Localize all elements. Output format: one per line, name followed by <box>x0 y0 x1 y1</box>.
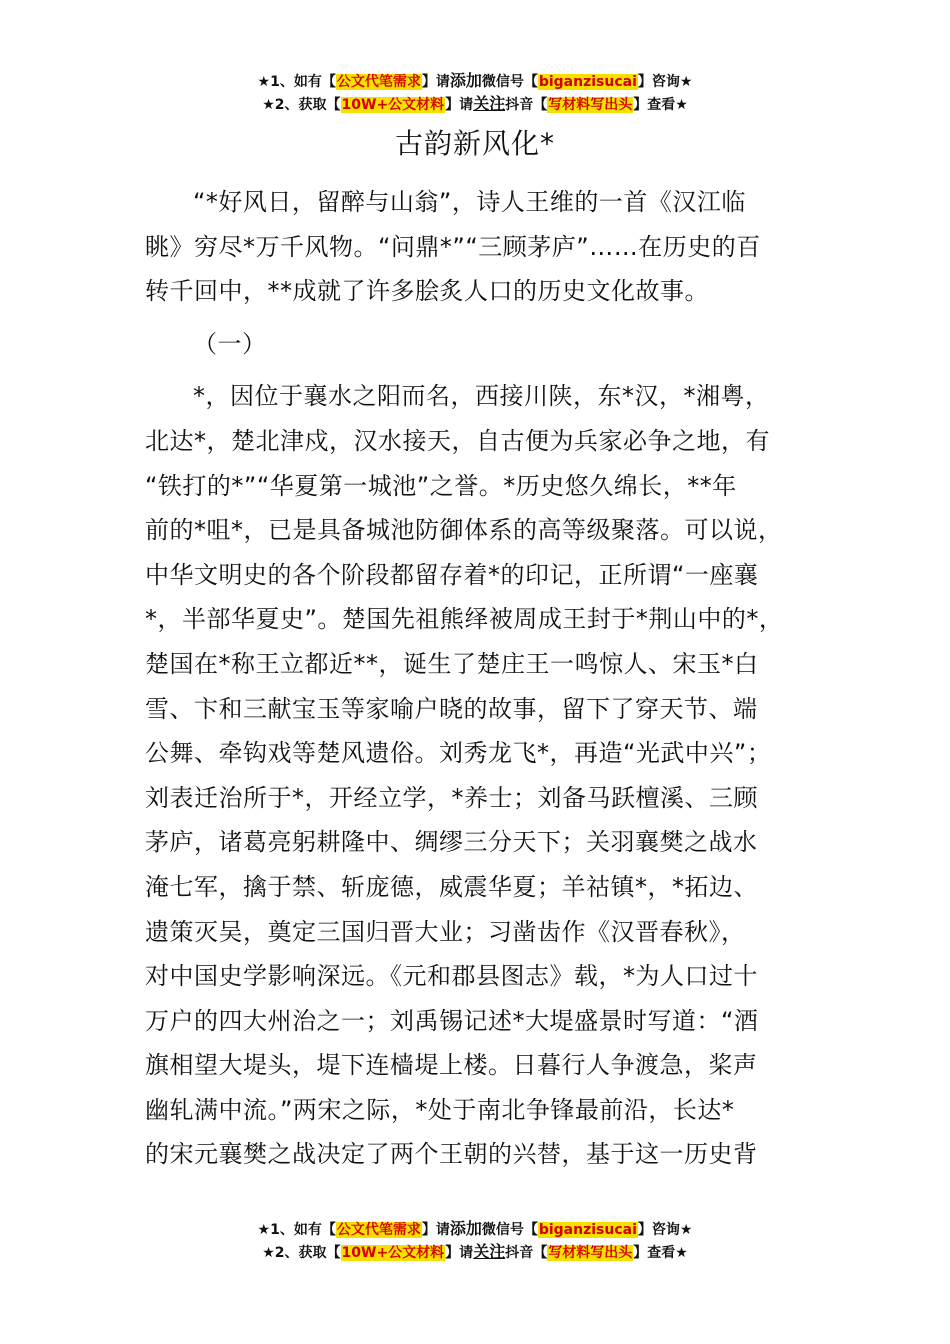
text-line: （一） <box>193 329 267 358</box>
banner-text: 】咨询★ <box>637 1222 693 1238</box>
highlight-douyin-id: 写材料写出头 <box>548 97 633 113</box>
banner-text-emphasis: 关注 <box>473 1242 506 1261</box>
highlight-service: 公文代笔需求 <box>336 74 421 90</box>
text-line: 雪、卞和三献宝玉等家喻户晓的故事，留下了穿天节、端 <box>145 694 758 723</box>
banner-text: 抖音【 <box>505 1245 548 1261</box>
highlight-wechat-id: biganzisucai <box>538 74 637 90</box>
section-heading <box>145 322 835 367</box>
banner-text: ★1、如有【 <box>257 74 336 90</box>
banner-text: ★2、获取【 <box>262 97 341 113</box>
document-title: 古韵新风化* <box>394 127 555 160</box>
text-line: 旗相望大堤头，堤下连樯堤上楼。日暮行人争渡急，桨声 <box>145 1051 758 1080</box>
text-line: “*好风日，留醉与山翁”，诗人王维的一首《汉江临 <box>193 188 746 216</box>
banner-text: 微信号【 <box>481 1222 538 1238</box>
highlight-materials: 10W+公文材料 <box>341 1245 445 1261</box>
text-line: 前的*咀*，已是具备城池防御体系的高等级聚落。可以说， <box>145 516 783 545</box>
banner-text: ★2、获取【 <box>262 1245 341 1261</box>
banner-text: 】查看★ <box>633 97 688 113</box>
text-line: 刘表迁治所于*，开经立学，*养士；刘备马跃檀溪、三顾 <box>145 783 758 812</box>
highlight-douyin-id: 写材料写出头 <box>548 1245 633 1261</box>
text-line: 的宋元襄樊之战决定了两个王朝的兴替，基于这一历史背 <box>145 1140 758 1169</box>
text-line: 幽轧满中流。”两宋之际，*处于南北争锋最前沿，长达* <box>145 1095 735 1124</box>
banner-text: 】查看★ <box>633 1245 688 1261</box>
banner-text-emphasis: 添加 <box>449 71 482 90</box>
banner-line-2 <box>0 1241 950 1264</box>
paragraph <box>145 180 835 314</box>
banner-text: 】请 <box>421 74 450 90</box>
banner-text: 】咨询★ <box>637 74 693 90</box>
text-line: 万户的四大州治之一；刘禹锡记述*大堤盛景时写道：“酒 <box>145 1006 759 1035</box>
text-line: *，因位于襄水之阳而名，西接川陕，东*汉，*湘粤， <box>193 382 770 411</box>
banner-line-1 <box>0 1218 950 1241</box>
text-line: 淹七军，擒于禁、斩庞德，威震华夏；羊祜镇*，*拓边、 <box>145 872 758 901</box>
banner-line-2 <box>0 93 950 116</box>
text-line: 楚国在*称王立都近**，诞生了楚庄王一鸣惊人、宋玉*白 <box>145 649 759 678</box>
highlight-materials: 10W+公文材料 <box>341 97 445 113</box>
banner-text: 抖音【 <box>505 97 548 113</box>
text-line: 北达*，楚北津戍，汉水接天，自古便为兵家必争之地，有 <box>145 426 770 455</box>
banner-text-emphasis: 添加 <box>449 1219 482 1238</box>
text-line: 茅庐，诸葛亮躬耕隆中、绸缪三分天下；关羽襄樊之战水 <box>145 828 758 857</box>
text-line: 中华文明史的各个阶段都留存着*的印记，正所谓“一座襄 <box>145 560 759 589</box>
banner-text-emphasis: 关注 <box>473 94 506 113</box>
text-line: 转千回中，**成就了许多脍炙人口的历史文化故事。 <box>145 277 709 306</box>
highlight-wechat-id: biganzisucai <box>538 1222 637 1238</box>
text-line: 眺》穷尽*万千风物。“问鼎*”“三顾茅庐”……在历史的百 <box>145 232 761 261</box>
banner-text: 】请 <box>445 1245 474 1261</box>
banner-text: 微信号【 <box>481 74 538 90</box>
text-line: 遗策灭吴，奠定三国归晋大业；习凿齿作《汉晋春秋》， <box>145 917 746 946</box>
text-line: 对中国史学影响深远。《元和郡县图志》载，*为人口过十 <box>145 962 758 991</box>
document-body <box>145 180 835 1185</box>
highlight-service: 公文代笔需求 <box>336 1222 421 1238</box>
banner-text: 】请 <box>421 1222 450 1238</box>
text-line: *，半部华夏史”。楚国先祖熊绎被周成王封于*荆山中的*， <box>145 605 784 634</box>
footer-banner <box>0 1218 950 1264</box>
header-banner <box>0 70 950 116</box>
paragraph <box>145 374 835 1177</box>
text-line: 公舞、牵钩戏等楚风遗俗。刘秀龙飞*，再造“光武中兴”； <box>145 739 772 768</box>
banner-text: 】请 <box>445 97 474 113</box>
banner-line-1 <box>0 70 950 93</box>
text-line: “铁打的*”“华夏第一城池”之誉。*历史悠久绵长，**年 <box>145 471 737 500</box>
banner-text: ★1、如有【 <box>257 1222 336 1238</box>
